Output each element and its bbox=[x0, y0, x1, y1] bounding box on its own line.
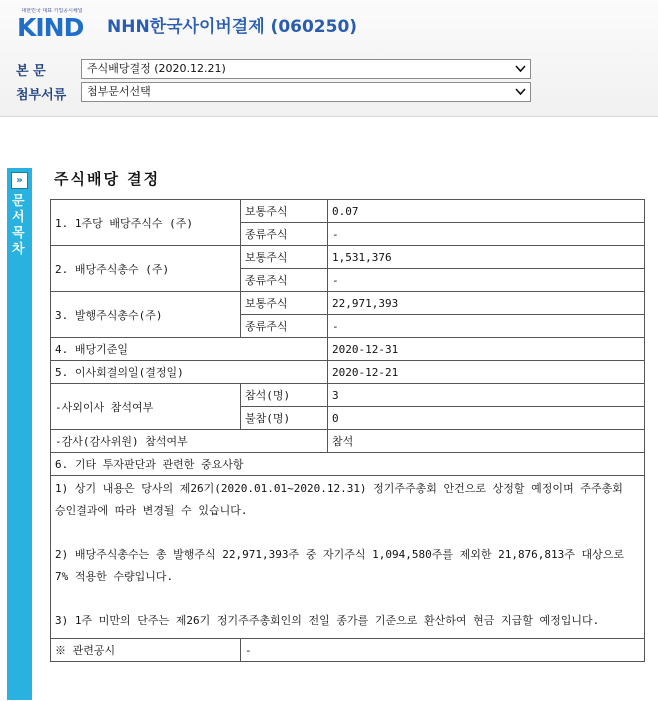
row-value: 22,971,393 bbox=[328, 292, 645, 315]
attendance-type: 불참(명) bbox=[241, 407, 328, 430]
share-type: 보통주식 bbox=[241, 200, 328, 223]
share-type: 종류주식 bbox=[241, 269, 328, 292]
row-value: - bbox=[328, 315, 645, 338]
row-value: 참석 bbox=[328, 430, 645, 453]
main-doc-select[interactable] bbox=[81, 59, 531, 79]
attendance-type: 참석(명) bbox=[241, 384, 328, 407]
row-value: 2020-12-21 bbox=[328, 361, 645, 384]
row-value: - bbox=[328, 223, 645, 246]
table-row bbox=[51, 338, 645, 361]
company-title: NHN한국사이버결제 (060250) bbox=[107, 17, 358, 37]
disclosure-table bbox=[50, 199, 645, 662]
row-value: 0.07 bbox=[328, 200, 645, 223]
toc-side-tab[interactable] bbox=[7, 168, 32, 700]
chevron-down-icon bbox=[515, 83, 526, 107]
row-label: 5. 이사회결의일(결정일) bbox=[51, 361, 328, 384]
share-type: 종류주식 bbox=[241, 315, 328, 338]
notes-cell bbox=[51, 476, 645, 639]
row-label: 3. 발행주식총수(주) bbox=[51, 292, 241, 338]
main-doc-select-value: 주식배당결정 (2020.12.21) bbox=[87, 62, 226, 75]
table-row bbox=[51, 453, 645, 476]
row-value: - bbox=[241, 639, 645, 662]
attachment-label: 첨부서류 bbox=[16, 88, 67, 103]
row-label: 2. 배당주식총수 (주) bbox=[51, 246, 241, 292]
table-row bbox=[51, 246, 645, 269]
row-label: -감사(감사위원) 참석여부 bbox=[51, 430, 328, 453]
share-type: 보통주식 bbox=[241, 246, 328, 269]
row-label: 4. 배당기준일 bbox=[51, 338, 328, 361]
table-row bbox=[51, 639, 645, 662]
attachment-select-value: 첨부문서선택 bbox=[87, 85, 151, 98]
row-value: 3 bbox=[328, 384, 645, 407]
table-row bbox=[51, 384, 645, 407]
expand-arrow-icon[interactable]: » bbox=[11, 172, 28, 189]
kind-logo[interactable] bbox=[17, 8, 87, 42]
row-label: 1. 1주당 배당주식수 (주) bbox=[51, 200, 241, 246]
document-title: 주식배당 결정 bbox=[54, 170, 161, 188]
attachment-select[interactable] bbox=[81, 82, 531, 102]
toc-label: 문서목차 bbox=[12, 194, 25, 257]
row-label: ※ 관련공시 bbox=[51, 639, 241, 662]
table-row bbox=[51, 200, 645, 223]
section-header: 6. 기타 투자판단과 관련한 중요사항 bbox=[51, 453, 645, 476]
row-value: 0 bbox=[328, 407, 645, 430]
logo-wordmark: KIND bbox=[17, 13, 84, 42]
logo-tagline: 대한민국 대표 기업공시채널 bbox=[21, 8, 83, 14]
chevron-down-icon bbox=[515, 60, 526, 84]
main-doc-label: 본 문 bbox=[16, 64, 46, 79]
table-row bbox=[51, 476, 645, 639]
row-value: 1,531,376 bbox=[328, 246, 645, 269]
note-paragraph: 3) 1주 미만의 단주는 제26기 정기주주총회인의 전일 종가를 기준으로 환산하여 현금 지급할 예정입니다. bbox=[55, 614, 600, 627]
table-row bbox=[51, 430, 645, 453]
table-row bbox=[51, 361, 645, 384]
row-label: -사외이사 참석여부 bbox=[51, 384, 241, 430]
table-row bbox=[51, 292, 645, 315]
row-value: - bbox=[328, 269, 645, 292]
share-type: 종류주식 bbox=[241, 223, 328, 246]
header bbox=[0, 0, 658, 117]
note-paragraph: 2) 배당주식총수는 총 발행주식 22,971,393주 중 자기주식 1,094,580주를 제외한 21,876,813주 대상으로 7% 적용한 수량입니다. bbox=[55, 548, 625, 583]
note-paragraph: 1) 상기 내용은 당사의 제26기(2020.01.01~2020.12.31) 정기주주총회 안건으로 상정할 예정이며 주주총회 승인결과에 따라 변경될 수 있습니다. bbox=[55, 482, 623, 517]
row-value: 2020-12-31 bbox=[328, 338, 645, 361]
share-type: 보통주식 bbox=[241, 292, 328, 315]
